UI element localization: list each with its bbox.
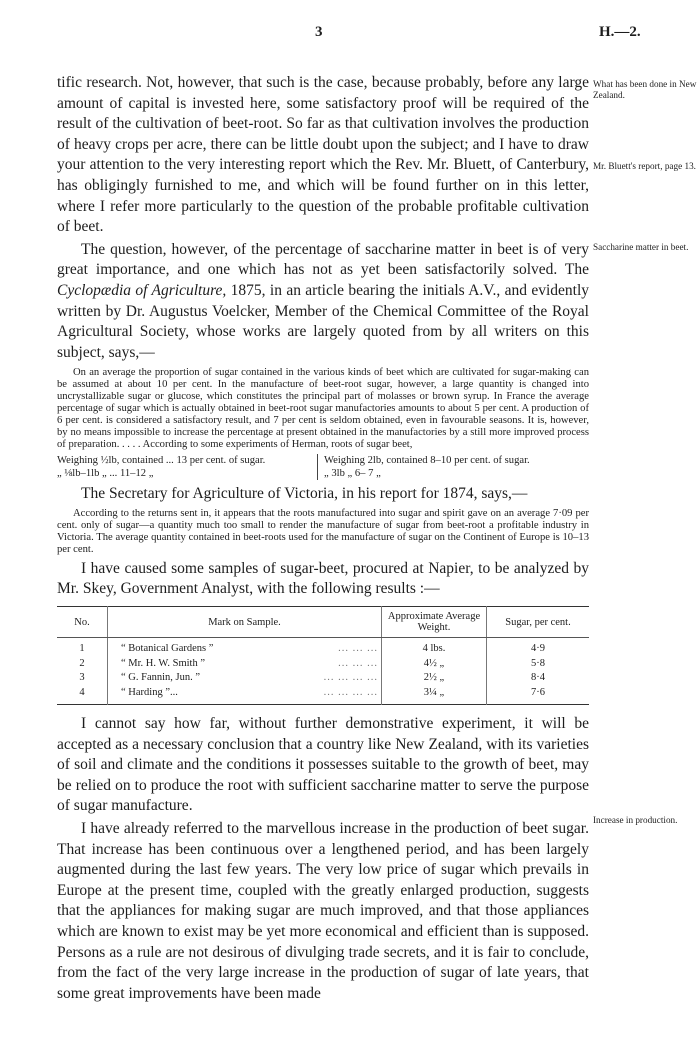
cell-mark: “ G. Fannin, Jun. ” ... ... ... ... [108,671,382,686]
col-weight: Approximate Average Weight. [382,607,487,638]
quotation-cyclopaedia: On an average the proportion of sugar contained in the various kinds of beet which are cultivated for sugar-making can be assumed at about 10 per cent. In the manufacture of beet-root sugar, however, a large quantity is changed into uncrystallizable sugar or glucose, which constitutes the principal part of molasses or brown syrup. In France the average percentage of sugar which is actually obtained in beet-root sugar manufactories amounts to about 5 per cent. A production of 6 per cent. is considered a satisfactory result, and 7 per cent is seldom obtained, even in favourable seasons. It is, however, by no means impossible to increase the percentage at present obtained in the manufactories by a still more improved process of preparation. . . . . According to some experiments of Herman, roots of sugar beet, [57,367,589,450]
cell-weight: 4 lbs. [382,638,487,657]
cyclopaedia-title: Cyclopædia of Agriculture, [57,281,227,299]
col-sugar: Sugar, per cent. [487,607,590,638]
cell-no: 4 [79,686,85,698]
cell-mark: “ Harding ”... ... ... ... ... [108,686,382,705]
table-row [57,686,589,705]
weights-row: Weighing ½lb, contained ... 13 per cent. of sugar. [57,454,266,466]
weights-row: Weighing 2lb, contained 8–10 per cent. of sugar. [324,454,530,466]
page-header [0,24,700,44]
quotation-victoria: According to the returns sent in, it appears that the roots manufactured into sugar and spirit gave on an average 7·09 per cent. only of sugar—a quantity much too small to render the manufacture of sugar from beet-root a profitable industry in Victoria. The average quantity contained in beet-roots used for the manufacture of sugar on the Continent of Europe is 10–13 per cent. [57,508,589,555]
table-row [57,657,589,672]
paragraph-increase: I have already referred to the marvellous increase in the production of beet sugar. That increase has been continuous over a lengthened period, and has been largely augmented during the last few years. The very low price of sugar which prevails in Europe at the present time, coupled with the greatly enlarged production, suggests that the appliances for making sugar are much improved, and that those appliances which are known to exist may be yet more economical and efficient than is supposed. Persons as a rule are not desirous of divulging trade secrets, and it is fair to conclude, from the fact of the very large increase in the production of sugar of late years, that some great improvements have been made [57,820,589,1002]
table-row [57,671,589,686]
cell-mark: “ Botanical Gardens ” ... ... ... [108,638,382,657]
leader-dots: ... ... ... [338,657,378,669]
results-header-row [57,607,589,638]
cell-no: 2 [79,657,85,669]
sidenote-increase-in-production: Increase in production. [593,815,678,825]
col-no: No. [57,607,108,638]
cell-no: 3 [79,672,85,684]
table-row [57,638,589,657]
cell-no: 1 [79,643,85,655]
sidenote-bluett-report: Mr. Bluett's report, page 13. [593,161,696,171]
cell-sugar: 7·6 [487,686,590,705]
cell-sugar: 4·9 [487,638,590,657]
paragraph-research: tific research. Not, however, that such is the case, because probably, before any large amount of capital is invested here, some satisfactory proof will be required of the result of the cultivation of beet-root. So far as that cultivation involves the production of heavy crops per acre, there can be little doubt upon the subject; and I have to draw your attention to the very interesting report which the Rev. Mr. Bluett, of Canterbury, has obligingly furnished to me, and which will be found further on in this letter, where I refer more particularly to the question of the probable profitable cultivation of beet. [57,74,589,236]
leader-dots: ... ... ... ... [323,686,378,698]
weights-row: „ ⅛lb–1lb „ ... 11–12 „ [57,467,154,479]
weights-left-column [57,454,318,480]
results-table [57,606,589,705]
paragraph-victoria: The Secretary for Agriculture of Victoria, in his report for 1874, says,— [81,484,528,502]
sidenote-done-in-new-zealand: What has been done in New Zealand. [593,79,697,100]
paragraph-samples: I have caused some samples of sugar-beet, procured at Napier, to be analyzed by Mr. Skey, Government Analyst, with the following results :— [57,559,589,598]
cell-weight: 4½ „ [382,657,487,672]
cell-sugar: 5·8 [487,657,590,672]
paragraph-new-zealand: I cannot say how far, without further demonstrative experiment, it will be accepted as a necessary conclusion that a country like New Zealand, with its varieties of soil and climate and the conditions it possesses suitable to the growth of beet, may be relied on to produce the root with sufficient saccharine matter to serve the purpose of sugar manufacture. [57,715,589,815]
sidenote-saccharine-matter: Saccharine matter in beet. [593,242,689,252]
col-mark: Mark on Sample. [108,607,382,638]
paragraph-saccharine: The question, however, of the percentage of saccharine matter in beet is of very great importance, and one which has not as yet been satisfactorily solved. The Cyclopædia of Agriculture, 1875, in an article bearing the initials A.V., and evidently written by Dr. Augustus Voelcker, Member of the Chemical Committee of the Royal Agricultural Society, whose works are largely quoted from by all writers on this subject, says,— [57,240,589,361]
leader-dots: ... ... ... ... [323,672,378,684]
cell-mark: “ Mr. H. W. Smith ” ... ... ... [108,657,382,672]
document-reference: H.—2. [599,24,641,40]
cell-sugar: 8·4 [487,671,590,686]
cell-weight: 3¼ „ [382,686,487,705]
page-number: 3 [315,24,323,40]
leader-dots: ... ... ... [338,643,378,655]
page-body [57,73,589,1004]
cell-weight: 2½ „ [382,671,487,686]
weights-row: „ 3lb „ 6– 7 „ [324,467,381,479]
weights-table [57,454,589,480]
weights-right-column [318,454,530,480]
